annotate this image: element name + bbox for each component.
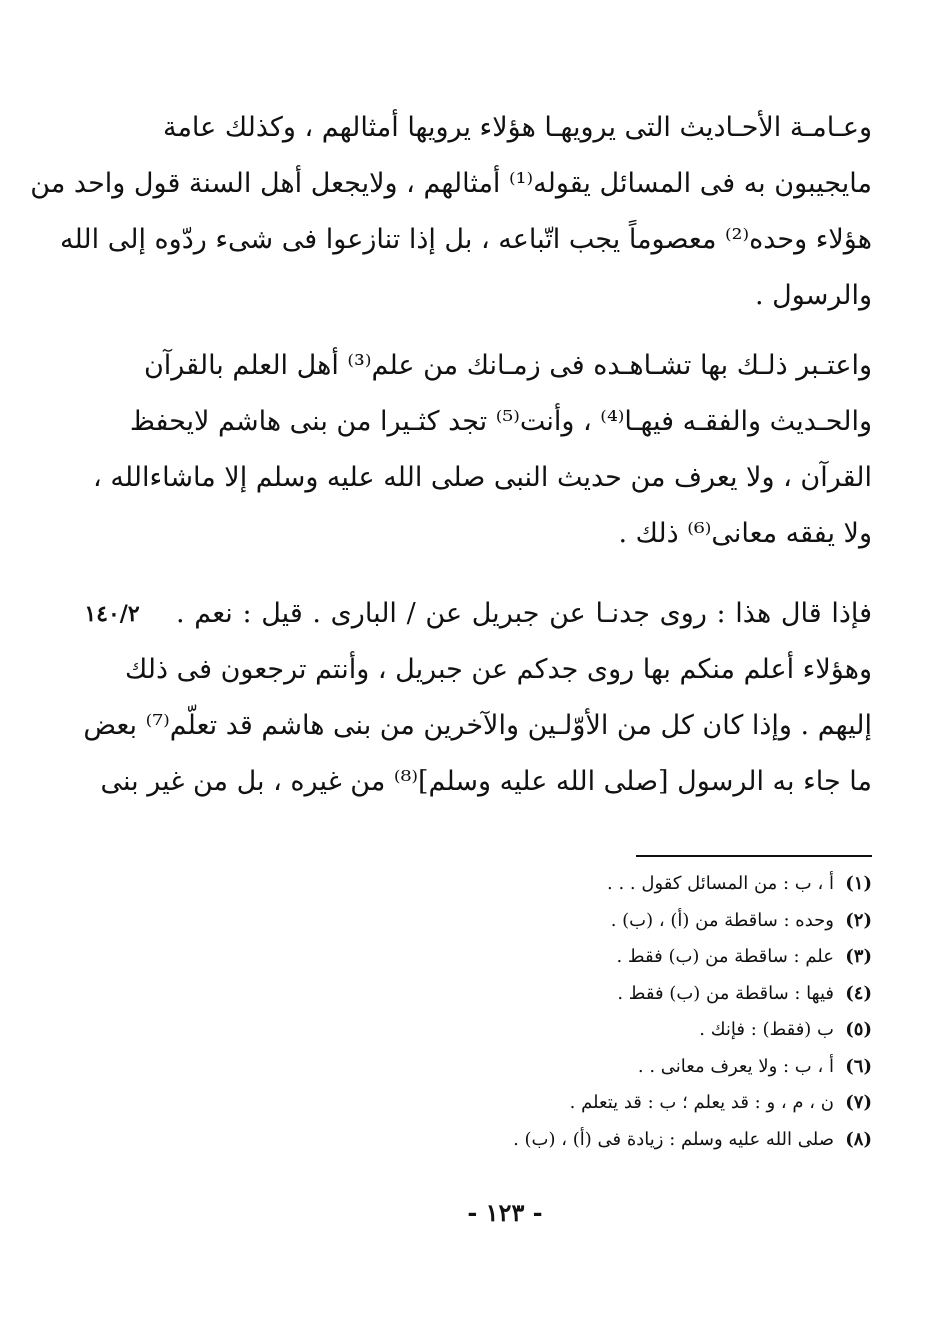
footnote-3 bbox=[420, 939, 872, 976]
margin-reference: ١٤٠/٢ bbox=[84, 601, 140, 627]
paragraph-2-line-1: واعتـبر ذلـك بها تشـاهـده فى زمـانك من علم⁽³⁾ أهل العلم بالقرآن bbox=[143, 350, 872, 381]
footnote-text: ب (فقط) : فإنك . bbox=[699, 1019, 834, 1040]
footnote-text: فيها : ساقطة من (ب) فقط . bbox=[617, 982, 834, 1004]
footnotes-list bbox=[420, 866, 872, 1158]
paragraph-2-line-2: والحـديث والفقـه فيهـا⁽⁴⁾ ، وأنت⁽⁵⁾ تجد كثـيرا من بنى هاشم لايحفظ bbox=[129, 406, 872, 437]
footnote-number: (٧) bbox=[845, 1092, 872, 1113]
footnote-2 bbox=[420, 903, 872, 940]
paragraph-1-line-4: والرسول . bbox=[754, 280, 872, 311]
paragraph-3-line-4: ما جاء به الرسول [صلى الله عليه وسلم]⁽⁸⁾ من غيره ، بل من غير بنى bbox=[100, 766, 872, 797]
footnote-text: أ ، ب : من المسائل كقول . . . bbox=[607, 873, 834, 894]
footnote-number: (٣) bbox=[845, 946, 872, 967]
paragraph-1 bbox=[30, 100, 872, 324]
paragraph-1-line-1: وعـامـة الأحـاديث التى يرويهـا هؤلاء يرويها أمثالهم ، وكذلك عامة bbox=[162, 112, 872, 143]
footnote-4 bbox=[420, 976, 872, 1013]
page-number: - ١٢٣ - bbox=[467, 1198, 543, 1227]
footnote-number: (٨) bbox=[845, 1128, 872, 1150]
footnote-number: (٤) bbox=[845, 982, 872, 1004]
footnote-5 bbox=[420, 1012, 872, 1049]
footnote-1 bbox=[420, 866, 872, 903]
footnote-number: (٥) bbox=[845, 1019, 872, 1040]
paragraph-1-line-3: هؤلاء وحده⁽²⁾ معصوماً يجب اتّباعه ، بل إذا تنازعوا فى شىء ردّوه إلى الله bbox=[59, 224, 872, 255]
paragraph-3-line-3: إليهم . وإذا كان كل من الأوّلـين والآخرين من بنى هاشم قد تعلّم⁽⁷⁾ بعض bbox=[83, 710, 872, 741]
paragraph-1-line-2: مايجيبون به فى المسائل يقوله⁽¹⁾ أمثالهم ، ولايجعل أهل السنة قول واحد من bbox=[30, 168, 872, 199]
footnote-number: (١) bbox=[845, 873, 872, 894]
footnote-text: أ ، ب : ولا يعرف معانى . . bbox=[637, 1055, 834, 1077]
paragraph-3-line-2: وهؤلاء أعلم منكم بها روى جدكم عن جبريل ، وأنتم ترجعون فى ذلك bbox=[125, 654, 872, 685]
footnote-6 bbox=[420, 1049, 872, 1086]
footnote-text: وحده : ساقطة من (أ) ، (ب) . bbox=[610, 909, 834, 931]
paragraph-3-line-1: فإذا قال هذا : روى جدنـا عن جبريل عن / البارى . قيل : نعم . bbox=[176, 598, 872, 629]
footnote-text: ن ، م ، و : قد يعلم ؛ ب : قد يتعلم . bbox=[569, 1092, 834, 1113]
footnote-number: (٦) bbox=[845, 1055, 872, 1077]
footnote-text: صلى الله عليه وسلم : زيادة فى (أ) ، (ب) . bbox=[513, 1128, 834, 1150]
footnote-7 bbox=[420, 1085, 872, 1122]
paragraph-2-line-4: ولا يفقه معانى⁽⁶⁾ ذلك . bbox=[618, 518, 872, 549]
footnote-divider bbox=[636, 855, 872, 857]
footnote-number: (٢) bbox=[845, 909, 872, 931]
footnote-8 bbox=[420, 1122, 872, 1159]
paragraph-2-line-3: القرآن ، ولا يعرف من حديث النبى صلى الله عليه وسلم إلا ماشاءالله ، bbox=[93, 462, 872, 493]
footnote-text: علم : ساقطة من (ب) فقط . bbox=[616, 946, 834, 967]
paragraph-2 bbox=[93, 338, 872, 562]
